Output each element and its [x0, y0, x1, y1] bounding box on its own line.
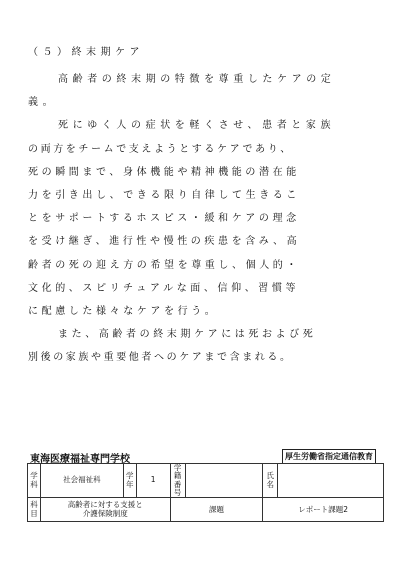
body-line: に配慮した様々なケアを行う。	[28, 305, 219, 317]
section-heading: （５）終末期ケア	[28, 47, 144, 58]
student-no-label-cell	[170, 464, 185, 498]
subject-value-line1: 高齢者に対する支援と	[67, 500, 143, 510]
body-line: 死の瞬間まで、身体機能や精神機能の潜在能	[28, 166, 300, 178]
body-line: 力を引き出し、できる限り自律して生きるこ	[28, 189, 300, 201]
department-value: 社会福祉科	[40, 464, 123, 498]
year-label: 学年	[125, 471, 134, 489]
body-line: また、高齢者の終末期ケアには死および死	[58, 329, 317, 341]
body-line: 齢者の死の迎え方の希望を尊重し、個人的・	[28, 259, 300, 271]
body-line: の両方をチームで支えようとするケアであり、	[28, 143, 293, 155]
body-line: 死にゆく人の症状を軽くさせ、患者と家族	[58, 120, 336, 132]
assignment-value: レポート課題2	[263, 498, 384, 522]
student-info-table	[27, 463, 384, 522]
body-line: 文化的、スピリチュアルな面、信仰、習慣等	[28, 282, 300, 294]
name-label: 氏名	[266, 471, 275, 489]
department-label: 学科	[30, 471, 38, 489]
year-value: 1	[136, 464, 170, 498]
student-no-label: 学籍番号	[173, 463, 182, 497]
body-text	[28, 68, 384, 369]
year-label-cell	[123, 464, 136, 498]
student-no-value	[185, 464, 263, 498]
assignment-label: 課題	[170, 498, 263, 522]
body-line: とをサポートするホスピス・緩和ケアの理念	[28, 213, 300, 225]
accreditation-badge: 厚生労働省指定通信教育	[282, 449, 376, 464]
subject-label-cell	[28, 498, 41, 522]
subject-label: 科目	[30, 500, 38, 518]
body-line: 義。	[28, 97, 58, 109]
subject-value-cell	[40, 498, 170, 522]
body-line: 別後の家族や重要他者へのケアまで含まれる。	[28, 352, 293, 364]
name-label-cell	[263, 464, 278, 498]
subject-value-line2: 介護保険制度	[82, 508, 128, 518]
body-line: 高齢者の終末期の特徴を尊重したケアの定	[58, 74, 336, 85]
school-name: 東海医療福祉専門学校	[30, 454, 130, 465]
name-value	[278, 464, 384, 498]
body-line: を受け継ぎ、進行性や慢性の疾患を含み、高	[28, 236, 301, 248]
department-label-cell	[28, 464, 41, 498]
